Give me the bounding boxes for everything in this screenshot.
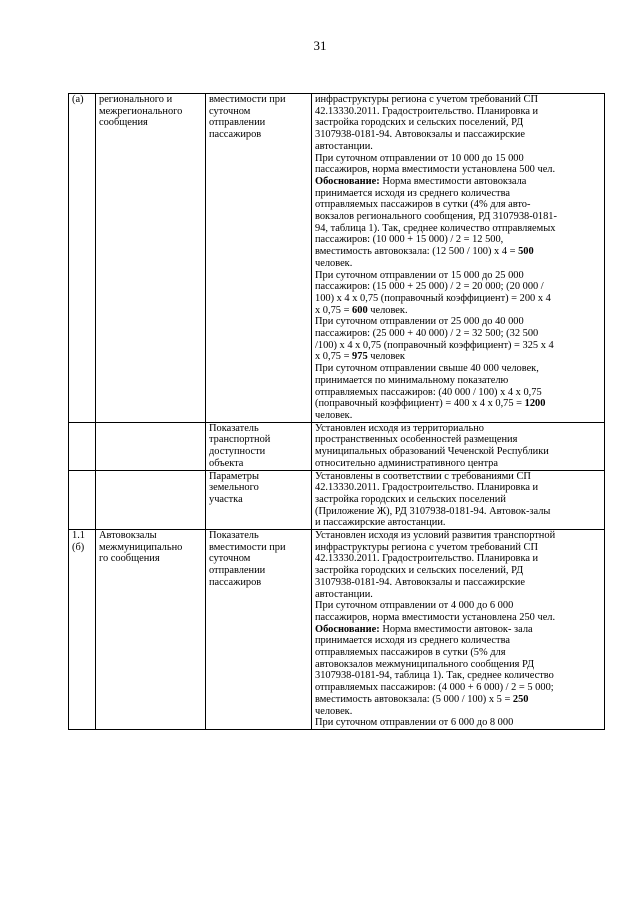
cell-line bbox=[315, 281, 601, 293]
cell-line: отправлении bbox=[209, 565, 266, 577]
text-segment: Норма вместимости автовок- зала bbox=[379, 623, 533, 635]
text-segment: Установлены в соответствии с требованиями СП bbox=[315, 470, 531, 482]
cell-line bbox=[315, 659, 601, 671]
text-segment: автостанции. bbox=[315, 588, 373, 600]
cell-line: межмуниципально bbox=[99, 541, 183, 553]
text-segment: человек. bbox=[315, 705, 353, 717]
justification-cell bbox=[312, 422, 605, 470]
text-segment: отправляемых пассажиров в сутки (4% для авто- bbox=[315, 199, 531, 211]
cell-line: суточном bbox=[209, 553, 251, 565]
text-segment: пространственных особенностей размещения bbox=[315, 434, 518, 446]
object-type-cell bbox=[96, 94, 206, 423]
text-segment: x 0,75 = bbox=[315, 304, 353, 316]
cell-line: регионального и bbox=[99, 94, 173, 105]
bold-text: 250 bbox=[512, 693, 529, 705]
cell-line bbox=[315, 94, 601, 106]
text-segment: 42.13330.2011. Градостроительство. Планировка и bbox=[315, 482, 539, 494]
cell-line bbox=[315, 211, 601, 223]
cell-line bbox=[315, 188, 601, 200]
cell-line bbox=[315, 270, 601, 282]
cell-line bbox=[315, 199, 601, 211]
table-row bbox=[69, 470, 605, 530]
text-segment: человек. bbox=[315, 409, 353, 421]
text-segment: 42.13330.2011. Градостроительство. Планировка и bbox=[315, 553, 539, 565]
bold-text: 600 bbox=[352, 304, 368, 316]
cell-line bbox=[315, 542, 601, 554]
cell-line: Автовокзалы bbox=[99, 530, 157, 542]
cell-line bbox=[315, 176, 601, 188]
cell-line: доступности bbox=[209, 446, 266, 458]
standards-table bbox=[68, 93, 605, 730]
text-segment: пассажиров, норма вместимости установлена 250 чел. bbox=[315, 611, 556, 623]
cell-line: Показатель bbox=[209, 422, 259, 434]
cell-line bbox=[315, 141, 601, 153]
cell-line: транспортной bbox=[209, 434, 271, 446]
table-row bbox=[69, 422, 605, 470]
cell-line: сообщения bbox=[99, 117, 148, 129]
cell-line bbox=[315, 694, 601, 706]
text-segment: принимается исходя из среднего количества bbox=[315, 635, 510, 647]
text-segment: принимается по минимальному показателю bbox=[315, 374, 509, 386]
cell-line bbox=[315, 553, 601, 565]
bold-text: 1200 bbox=[524, 398, 546, 410]
text-segment: отправляемых пассажиров: (40 000 / 100) x 4 x 0,75 bbox=[315, 386, 542, 398]
text-segment: автовокзалов межмуниципального сообщения РД bbox=[315, 658, 535, 670]
justification-cell bbox=[312, 94, 605, 423]
cell-line: отправлении bbox=[209, 117, 266, 129]
text-segment: 3107938-0181-94, таблица 1). Так, среднее количество bbox=[315, 670, 554, 682]
justification-cell bbox=[312, 470, 605, 530]
cell-line bbox=[315, 117, 601, 129]
cell-line bbox=[315, 223, 601, 235]
cell-line: Показатель bbox=[209, 530, 259, 542]
cell-line bbox=[315, 624, 601, 636]
cell-line bbox=[315, 351, 601, 363]
cell-line bbox=[315, 670, 601, 682]
text-segment: принимается исходя из среднего количества bbox=[315, 187, 510, 199]
text-segment: Установлен исходя из территориально bbox=[315, 422, 484, 434]
cell-line: суточном bbox=[209, 105, 251, 117]
cell-line: 1.1 bbox=[72, 530, 85, 542]
text-segment: человек. bbox=[315, 257, 353, 269]
parameter-cell bbox=[206, 422, 312, 470]
row-number-cell bbox=[69, 422, 96, 470]
cell-line bbox=[315, 293, 601, 305]
text-segment: застройка городских и сельских поселений bbox=[315, 493, 506, 505]
cell-line bbox=[315, 706, 601, 718]
text-segment: и пассажирские автостанции. bbox=[315, 517, 446, 529]
text-segment: 3107938-0181-94. Автовокзалы и пассажирские bbox=[315, 129, 525, 141]
text-segment: человек. bbox=[367, 304, 408, 316]
text-segment: застройка городских и сельских поселений, РД bbox=[315, 565, 524, 577]
cell-line bbox=[315, 375, 601, 387]
cell-line bbox=[315, 387, 601, 399]
text-segment: 94, таблица 1). Так, среднее количество отправляемых bbox=[315, 222, 556, 234]
cell-line bbox=[315, 363, 601, 375]
cell-line bbox=[315, 258, 601, 270]
cell-line: (б) bbox=[72, 541, 85, 553]
cell-line bbox=[315, 635, 601, 647]
cell-line bbox=[315, 682, 601, 694]
text-segment: инфраструктуры региона с учетом требований СП bbox=[315, 94, 538, 105]
object-type-cell bbox=[96, 530, 206, 730]
justification-cell bbox=[312, 530, 605, 730]
cell-line bbox=[315, 577, 601, 589]
text-segment: При суточном отправлении свыше 40 000 человек, bbox=[315, 363, 539, 375]
cell-line: (а) bbox=[72, 94, 84, 105]
text-segment: При суточном отправлении от 10 000 до 15 000 bbox=[315, 152, 524, 164]
cell-line bbox=[315, 612, 601, 624]
table-row bbox=[69, 530, 605, 730]
text-segment: 100) x 4 x 0,75 (поправочный коэффициент) = 200 x 4 bbox=[315, 292, 551, 304]
text-segment: 42.13330.2011. Градостроительство. Планировка и bbox=[315, 105, 539, 117]
text-segment: /100) x 4 x 0,75 (поправочный коэффициент) = 325 x 4 bbox=[315, 339, 554, 351]
cell-line bbox=[315, 647, 601, 659]
text-segment: При суточном отправлении от 4 000 до 6 000 bbox=[315, 600, 514, 612]
cell-line bbox=[315, 328, 601, 340]
text-segment: инфраструктуры региона с учетом требований СП bbox=[315, 541, 538, 553]
cell-line bbox=[315, 398, 601, 410]
text-segment: муниципальных образований Чеченской Республики bbox=[315, 446, 549, 458]
cell-line bbox=[315, 129, 601, 141]
cell-line: пассажиров bbox=[209, 576, 262, 588]
text-segment: Установлен исходя из условий развития транспортной bbox=[315, 530, 556, 542]
text-segment: При суточном отправлении от 25 000 до 40 000 bbox=[315, 316, 524, 328]
cell-line bbox=[315, 316, 601, 328]
cell-line bbox=[315, 506, 601, 518]
cell-line: участка bbox=[209, 493, 243, 505]
cell-line bbox=[315, 494, 601, 506]
cell-line bbox=[315, 446, 601, 458]
cell-line bbox=[315, 246, 601, 258]
text-segment: пассажиров: (10 000 + 15 000) / 2 = 12 500, bbox=[315, 234, 504, 246]
cell-line: межрегионального bbox=[99, 105, 183, 117]
cell-line bbox=[315, 434, 601, 446]
text-segment: (поправочный коэффициент) = 400 x 4 x 0,75 = bbox=[315, 398, 525, 410]
bold-text: Обоснование: bbox=[315, 623, 380, 635]
cell-line: земельного bbox=[209, 482, 259, 494]
cell-line bbox=[315, 234, 601, 246]
cell-line bbox=[315, 482, 601, 494]
cell-line: го сообщения bbox=[99, 553, 160, 565]
cell-line bbox=[315, 423, 601, 435]
row-number-cell bbox=[69, 530, 96, 730]
cell-line bbox=[315, 517, 601, 529]
text-segment: человек bbox=[367, 351, 405, 363]
parameter-cell bbox=[206, 530, 312, 730]
cell-line bbox=[315, 106, 601, 118]
cell-line bbox=[315, 305, 601, 317]
cell-line bbox=[315, 340, 601, 352]
parameter-cell bbox=[206, 470, 312, 530]
cell-line: вместимости при bbox=[209, 541, 286, 553]
cell-line bbox=[315, 717, 601, 729]
cell-line bbox=[315, 530, 601, 542]
text-segment: При суточном отправлении от 6 000 до 8 000 bbox=[315, 717, 514, 729]
cell-line bbox=[315, 410, 601, 422]
cell-line bbox=[315, 565, 601, 577]
text-segment: При суточном отправлении от 15 000 до 25 000 bbox=[315, 269, 524, 281]
table-row bbox=[69, 94, 605, 423]
text-segment: отправляемых пассажиров в сутки (5% для bbox=[315, 647, 506, 659]
text-segment: вместимость автовокзала: (12 500 / 100) x 4 = bbox=[315, 246, 519, 258]
row-number-cell bbox=[69, 94, 96, 423]
bold-text: Обоснование: bbox=[315, 175, 380, 187]
text-segment: отправляемых пассажиров: (4 000 + 6 000) / 2 = 5 000; bbox=[315, 682, 554, 694]
text-segment: автостанции. bbox=[315, 140, 373, 152]
text-segment: застройка городских и сельских поселений, РД bbox=[315, 117, 524, 129]
text-segment: Норма вместимости автовокзала bbox=[379, 175, 527, 187]
cell-line bbox=[315, 153, 601, 165]
cell-line bbox=[315, 589, 601, 601]
cell-line bbox=[315, 458, 601, 470]
text-segment: вокзалов регионального сообщения, РД 3107938-0181- bbox=[315, 211, 557, 223]
text-segment: 3107938-0181-94. Автовокзалы и пассажирские bbox=[315, 576, 525, 588]
text-segment: пассажиров: (15 000 + 25 000) / 2 = 20 000; (20 000 / bbox=[315, 281, 544, 293]
text-segment: x 0,75 = bbox=[315, 351, 353, 363]
text-segment: вместимость автовокзала: (5 000 / 100) x 5 = bbox=[315, 693, 513, 705]
text-segment: (Приложение Ж), РД 3107938-0181-94. Автовок-залы bbox=[315, 505, 551, 517]
text-segment: относительно административного центра bbox=[315, 457, 498, 469]
cell-line bbox=[315, 471, 601, 483]
cell-line bbox=[315, 164, 601, 176]
text-segment: пассажиров, норма вместимости установлена 500 чел. bbox=[315, 164, 556, 176]
cell-line bbox=[315, 600, 601, 612]
cell-line: вместимости при bbox=[209, 94, 286, 105]
page-number: 31 bbox=[313, 38, 327, 53]
object-type-cell bbox=[96, 422, 206, 470]
bold-text: 500 bbox=[518, 246, 534, 258]
parameter-cell bbox=[206, 94, 312, 423]
cell-line: пассажиров bbox=[209, 129, 262, 141]
bold-text: 975 bbox=[352, 351, 368, 363]
row-number-cell bbox=[69, 470, 96, 530]
text-segment: пассажиров: (25 000 + 40 000) / 2 = 32 500; (32 500 bbox=[315, 328, 539, 340]
object-type-cell bbox=[96, 470, 206, 530]
cell-line: Параметры bbox=[209, 470, 259, 482]
cell-line: объекта bbox=[209, 457, 244, 469]
